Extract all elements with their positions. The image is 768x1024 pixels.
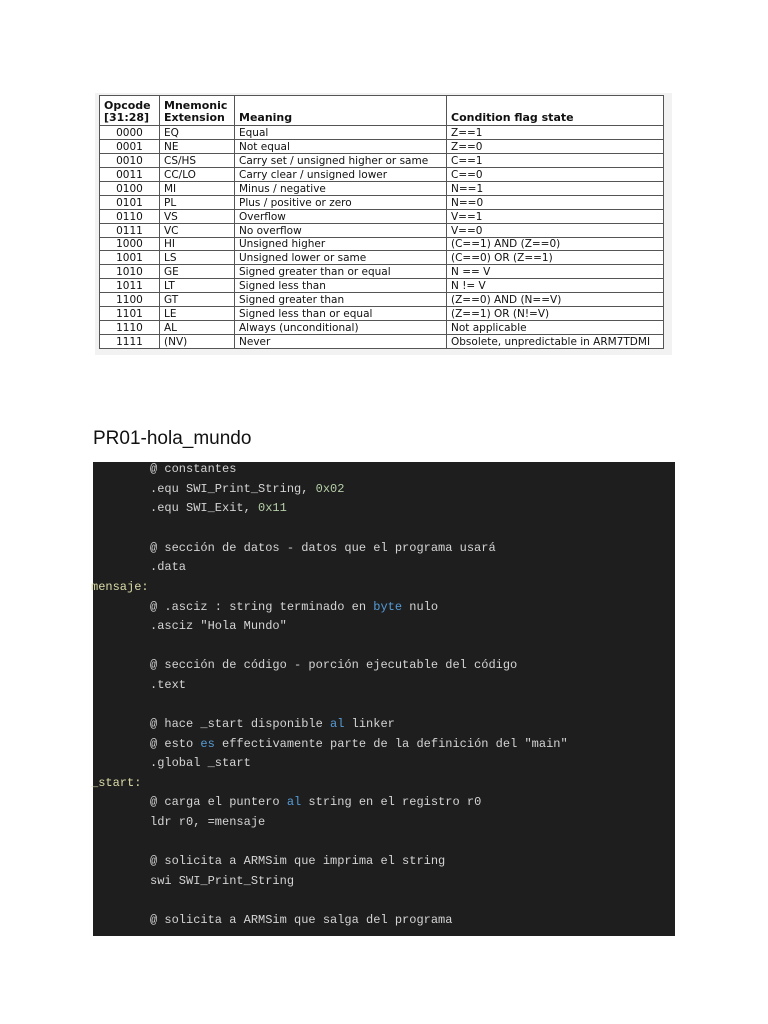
cell-mnemonic: LT: [160, 279, 235, 293]
header-meaning: Meaning: [235, 96, 447, 126]
code-line: @ sección de código - porción ejecutable del código: [150, 658, 518, 672]
header-mnemonic: Mnemonic Extension: [160, 96, 235, 126]
table-row: [100, 167, 664, 181]
cell-opcode: 0110: [100, 209, 160, 223]
code-text: @ esto: [150, 737, 201, 751]
code-text: string en el registro r0: [301, 795, 482, 809]
code-keyword: es: [200, 737, 215, 751]
code-label: mensaje:: [91, 580, 149, 594]
table-row: [100, 139, 664, 153]
cell-mnemonic: PL: [160, 195, 235, 209]
code-line: [150, 734, 568, 754]
table-row: [100, 293, 664, 307]
table-row: [100, 126, 664, 140]
cell-flags: N == V: [447, 265, 664, 279]
cell-flags: C==1: [447, 153, 664, 167]
cell-opcode: 0101: [100, 195, 160, 209]
condition-codes-table-image: [95, 93, 672, 355]
code-line: @ sección de datos - datos que el programa usará: [150, 541, 496, 555]
code-text: @ .asciz : string terminado en: [150, 600, 374, 614]
code-line: .global _start: [150, 756, 251, 770]
code-line: .text: [150, 678, 187, 692]
code-text: nulo: [402, 600, 439, 614]
code-text: linker: [344, 717, 395, 731]
code-keyword: al: [286, 795, 302, 809]
cell-meaning: Never: [235, 335, 447, 349]
table-row: [100, 335, 664, 349]
cell-meaning: Equal: [235, 126, 447, 140]
cell-meaning: Unsigned lower or same: [235, 251, 447, 265]
condition-codes-table: [99, 95, 664, 349]
code-line: .asciz "Hola Mundo": [150, 619, 287, 633]
code-label: _start:: [91, 776, 142, 790]
cell-flags: N != V: [447, 279, 664, 293]
cell-mnemonic: (NV): [160, 335, 235, 349]
cell-meaning: Plus / positive or zero: [235, 195, 447, 209]
table-row: [100, 307, 664, 321]
cell-opcode: 0011: [100, 167, 160, 181]
cell-flags: (C==0) OR (Z==1): [447, 251, 664, 265]
table-row: [100, 251, 664, 265]
header-opcode: Opcode [31:28]: [100, 96, 160, 126]
cell-meaning: Unsigned higher: [235, 237, 447, 251]
code-line: [150, 498, 287, 518]
cell-meaning: Signed greater than: [235, 293, 447, 307]
cell-meaning: Carry clear / unsigned lower: [235, 167, 447, 181]
cell-meaning: Overflow: [235, 209, 447, 223]
cell-mnemonic: VC: [160, 223, 235, 237]
code-line: @ constantes: [150, 462, 237, 476]
code-text: .equ SWI_Exit,: [150, 501, 259, 515]
cell-opcode: 0001: [100, 139, 160, 153]
cell-mnemonic: GT: [160, 293, 235, 307]
cell-meaning: No overflow: [235, 223, 447, 237]
cell-mnemonic: HI: [160, 237, 235, 251]
table-row: [100, 181, 664, 195]
table-header-row: [100, 96, 664, 126]
code-number: 0x02: [315, 482, 345, 496]
section-title: PR01-hola_mundo: [93, 428, 252, 449]
code-line: swi SWI_Print_String: [150, 874, 295, 888]
cell-flags: N==0: [447, 195, 664, 209]
table-row: [100, 279, 664, 293]
code-line: [150, 792, 481, 812]
cell-opcode: 1011: [100, 279, 160, 293]
cell-meaning: Signed greater than or equal: [235, 265, 447, 279]
cell-mnemonic: GE: [160, 265, 235, 279]
cell-flags: V==1: [447, 209, 664, 223]
table-row: [100, 321, 664, 335]
code-line: [150, 597, 438, 617]
cell-mnemonic: CS/HS: [160, 153, 235, 167]
cell-meaning: Signed less than or equal: [235, 307, 447, 321]
code-line: .data: [150, 560, 187, 574]
code-text: @ carga el puntero: [150, 795, 287, 809]
code-line: ldr r0, =mensaje: [150, 815, 266, 829]
code-text: .equ SWI_Print_String,: [150, 482, 316, 496]
code-keyword: al: [330, 717, 345, 731]
cell-flags: Z==1: [447, 126, 664, 140]
code-line: @ solicita a ARMSim que imprima el string: [150, 854, 446, 868]
cell-opcode: 1101: [100, 307, 160, 321]
cell-flags: Obsolete, unpredictable in ARM7TDMI: [447, 335, 664, 349]
cell-mnemonic: CC/LO: [160, 167, 235, 181]
table-row: [100, 195, 664, 209]
cell-mnemonic: LS: [160, 251, 235, 265]
code-text: effectivamente parte de la definición del "main": [214, 737, 568, 751]
cell-meaning: Signed less than: [235, 279, 447, 293]
code-line: @ solicita a ARMSim que salga del programa: [150, 913, 453, 927]
code-text: @ hace _start disponible: [150, 717, 331, 731]
table-row: [100, 223, 664, 237]
cell-flags: Z==0: [447, 139, 664, 153]
cell-opcode: 0100: [100, 181, 160, 195]
code-number: 0x11: [258, 501, 287, 515]
code-line: [150, 479, 344, 499]
cell-mnemonic: MI: [160, 181, 235, 195]
cell-opcode: 1010: [100, 265, 160, 279]
cell-flags: Not applicable: [447, 321, 664, 335]
cell-opcode: 1111: [100, 335, 160, 349]
cell-opcode: 1000: [100, 237, 160, 251]
cell-opcode: 0010: [100, 153, 160, 167]
table-row: [100, 265, 664, 279]
cell-opcode: 0111: [100, 223, 160, 237]
code-line: [150, 714, 395, 734]
cell-mnemonic: EQ: [160, 126, 235, 140]
cell-meaning: Always (unconditional): [235, 321, 447, 335]
cell-flags: C==0: [447, 167, 664, 181]
cell-meaning: Carry set / unsigned higher or same: [235, 153, 447, 167]
table-row: [100, 153, 664, 167]
header-flags: Condition flag state: [447, 96, 664, 126]
cell-flags: V==0: [447, 223, 664, 237]
cell-flags: N==1: [447, 181, 664, 195]
cell-flags: (Z==0) AND (N==V): [447, 293, 664, 307]
table-body: [100, 126, 664, 349]
code-keyword: byte: [373, 600, 403, 614]
cell-flags: (Z==1) OR (N!=V): [447, 307, 664, 321]
code-block: [93, 462, 675, 936]
cell-opcode: 1110: [100, 321, 160, 335]
cell-opcode: 1100: [100, 293, 160, 307]
cell-opcode: 1001: [100, 251, 160, 265]
table-row: [100, 209, 664, 223]
cell-mnemonic: VS: [160, 209, 235, 223]
cell-mnemonic: AL: [160, 321, 235, 335]
cell-meaning: Minus / negative: [235, 181, 447, 195]
cell-flags: (C==1) AND (Z==0): [447, 237, 664, 251]
table-row: [100, 237, 664, 251]
cell-meaning: Not equal: [235, 139, 447, 153]
cell-opcode: 0000: [100, 126, 160, 140]
cell-mnemonic: LE: [160, 307, 235, 321]
cell-mnemonic: NE: [160, 139, 235, 153]
